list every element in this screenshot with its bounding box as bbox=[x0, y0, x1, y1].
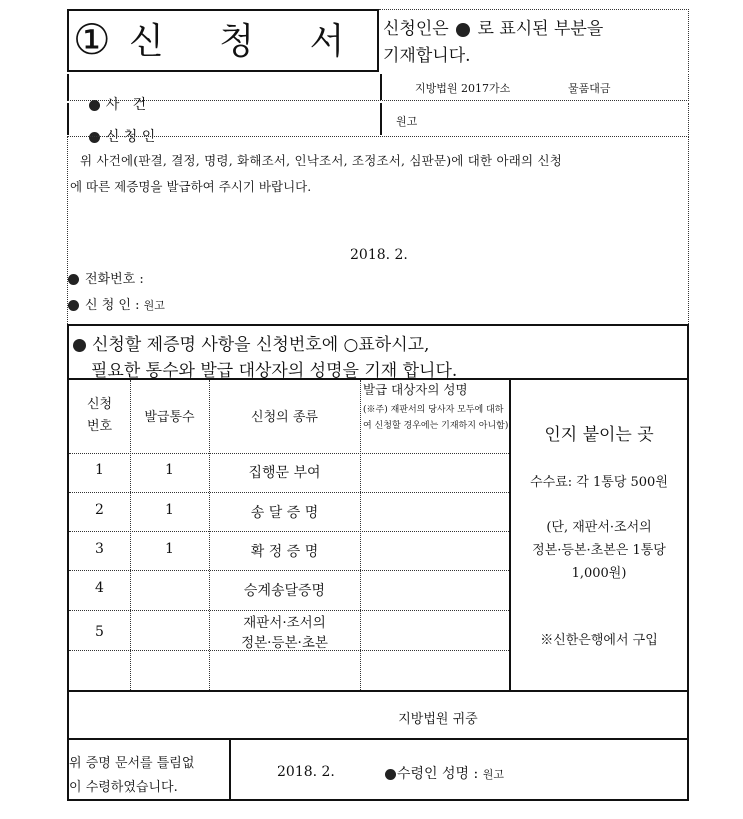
items-section bbox=[67, 324, 689, 692]
instruction-rest: 로 표시된 부분을 bbox=[477, 19, 604, 39]
form-number: ① bbox=[73, 15, 111, 64]
phone-wrap bbox=[68, 268, 144, 287]
form-title: 신 청 서 bbox=[129, 21, 367, 62]
instruction-line1 bbox=[383, 16, 603, 42]
instruction-prefix: 신청인은 bbox=[383, 19, 449, 39]
stamp-note-line3: 1,000원) bbox=[571, 566, 627, 581]
applicant-label: 신 청 인 bbox=[105, 129, 156, 145]
header-target-title: 발급 대상자의 성명 bbox=[363, 382, 468, 397]
phone-label: 전화번호 : bbox=[85, 272, 144, 287]
case-subject: 물품대금 bbox=[568, 82, 611, 95]
signer-value: 원고 bbox=[143, 299, 165, 312]
row-4-number: 4 bbox=[95, 580, 104, 596]
row-1-count: 1 bbox=[165, 462, 174, 478]
header-type: 신청의 종류 bbox=[251, 410, 318, 425]
header-number: 신청 번호 bbox=[86, 397, 113, 434]
receipt-line2: 이 수령하였습니다. bbox=[69, 780, 178, 795]
items-instruction-line2: 필요한 통수와 발급 대상자의 성명을 기재 합니다. bbox=[91, 361, 458, 381]
receipt-line1: 위 증명 문서를 틀림없 bbox=[69, 756, 195, 771]
court-addressee-box bbox=[67, 690, 689, 740]
receipt-box bbox=[67, 738, 689, 801]
bullet-icon bbox=[73, 339, 86, 352]
signer-label: 신 청 인 : bbox=[85, 298, 140, 313]
row-2-type: 송 달 증 명 bbox=[250, 505, 319, 521]
signer-wrap bbox=[68, 294, 165, 313]
receiver-label: 수령인 성명 : bbox=[397, 766, 479, 782]
row-2-count: 1 bbox=[165, 502, 174, 518]
header-target-note: (※주) 재판서의 당사자 모두에 대하여 신청할 경우에는 기재하지 아니함) bbox=[363, 405, 509, 431]
request-date: 2018. 2. bbox=[350, 247, 408, 263]
stamp-title: 인지 붙이는 곳 bbox=[544, 425, 654, 445]
row-1-number: 1 bbox=[95, 462, 104, 478]
row-2-number: 2 bbox=[95, 502, 104, 518]
bullet-icon bbox=[68, 300, 79, 311]
bullet-icon bbox=[456, 23, 470, 37]
row-4-type: 승계송달증명 bbox=[243, 583, 326, 599]
instruction-line2: 기재합니다. bbox=[383, 46, 471, 66]
case-court: 지방법원 2017가소 bbox=[415, 82, 511, 95]
stamp-fee: 수수료: 각 1통당 500원 bbox=[530, 475, 668, 490]
court-addressee: 지방법원 귀중 bbox=[398, 712, 478, 727]
row-1-type: 집행문 부여 bbox=[248, 465, 321, 481]
items-instruction-line1 bbox=[73, 330, 429, 355]
row-3-type: 확 정 증 명 bbox=[250, 544, 319, 560]
row-5-type-line1: 재판서·조서의 bbox=[243, 615, 326, 631]
receipt-date: 2018. 2. bbox=[277, 764, 335, 780]
row-5-type-line2: 정본·등본·초본 bbox=[241, 635, 328, 651]
receiver-value: 원고 bbox=[482, 768, 504, 781]
row-5-number: 5 bbox=[95, 624, 104, 640]
stamp-note-line2: 정본·등본·초본은 1통당 bbox=[532, 543, 666, 558]
applicant-value: 원고 bbox=[396, 115, 418, 128]
bullet-icon bbox=[68, 274, 79, 285]
case-label: 사 건 bbox=[105, 97, 147, 113]
row-3-count: 1 bbox=[165, 541, 174, 557]
receiver-wrap bbox=[385, 763, 504, 783]
stamp-note-line1: (단, 재판서·조서의 bbox=[546, 520, 652, 535]
header-count: 발급통수 bbox=[144, 410, 195, 425]
items-instruction-text1: 신청할 제증명 사항을 신청번호에 ○표하시고, bbox=[92, 335, 430, 355]
request-text-line2: 에 따른 제증명을 발급하여 주시기 바랍니다. bbox=[70, 179, 312, 194]
bullet-icon bbox=[385, 769, 396, 780]
case-row bbox=[67, 74, 689, 113]
request-section bbox=[67, 136, 689, 324]
row-3-number: 3 bbox=[95, 541, 104, 557]
request-text-line1: 위 사건에(판결, 결정, 명령, 화해조서, 인낙조서, 조정조서, 심판문)에 대한 아래의 신청 bbox=[80, 153, 563, 168]
instruction-box bbox=[379, 9, 689, 72]
applicant-row bbox=[67, 103, 689, 145]
stamp-bank: ※신한은행에서 구입 bbox=[540, 633, 658, 648]
form-title-box bbox=[67, 9, 379, 72]
